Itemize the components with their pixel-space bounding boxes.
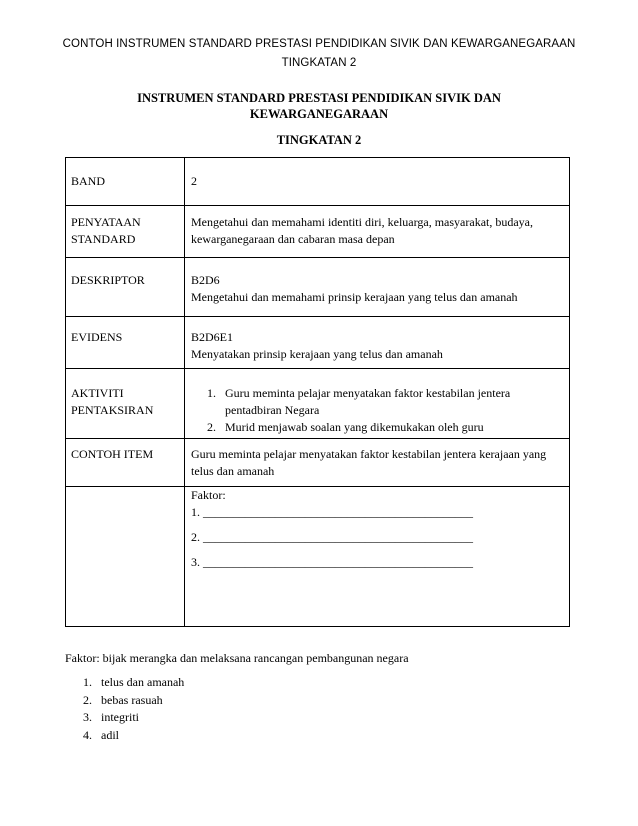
item-label: CONTOH ITEM — [66, 439, 185, 487]
activity-label-line-2: PENTAKSIRAN — [71, 403, 154, 417]
table-row-descriptor — [66, 258, 570, 317]
item-value: Guru meminta pelajar menyatakan faktor kestabilan jentera kerajaan yang telus dan amanah — [185, 439, 570, 487]
table-row-evidence — [66, 317, 570, 369]
answer-list — [65, 674, 184, 744]
answer-blank-line: 2. _____________________________________________ — [191, 530, 473, 544]
factor-heading: Faktor: — [191, 488, 226, 502]
activity-item: 2. Murid menjawab soalan yang dikemukakan oleh guru — [219, 419, 563, 436]
document-title-line-2: KEWARGANEGARAAN — [249, 107, 389, 121]
document-level: TINGKATAN 2 — [276, 133, 362, 147]
evidence-label: EVIDENS — [66, 317, 185, 369]
table-row-standard — [66, 206, 570, 258]
evidence-code: B2D6E1 — [191, 330, 233, 344]
standard-label-line-2: STANDARD — [71, 232, 136, 246]
answer-list-item: 3. integriti — [95, 709, 184, 727]
assessment-table — [65, 157, 570, 627]
evidence-text: Menyatakan prinsip kerajaan yang telus dan amanah — [191, 347, 443, 361]
activity-item: 1. Guru meminta pelajar menyatakan faktor kestabilan jentera pentadbiran Negara — [219, 385, 563, 419]
answer-space-empty-cell — [66, 487, 185, 627]
answer-blank-line: 1. _____________________________________________ — [191, 505, 473, 519]
descriptor-label: DESKRIPTOR — [66, 258, 185, 317]
page-header-line-1: CONTOH INSTRUMEN STANDARD PRESTASI PENDIDIKAN SIVIK DAN KEWARGANEGARAAN — [62, 38, 576, 50]
answer-list-item: 2. bebas rasuah — [95, 692, 184, 710]
table-row-band — [66, 158, 570, 206]
standard-value: Mengetahui dan memahami identiti diri, keluarga, masyarakat, budaya, kewarganegaraan dan cabaran masa depan — [185, 206, 570, 258]
descriptor-value — [185, 258, 570, 317]
answer-blank-line: 3. _____________________________________________ — [191, 555, 473, 569]
table-row-activity — [66, 369, 570, 439]
answer-space — [185, 487, 570, 627]
descriptor-code: B2D6 — [191, 273, 220, 287]
activity-value — [185, 369, 570, 439]
activity-list — [191, 385, 563, 436]
activity-label-line-1: AKTIVITI — [71, 386, 124, 400]
page-header-line-2: TINGKATAN 2 — [281, 57, 357, 69]
answer-list-item: 4. adil — [95, 727, 184, 745]
standard-label-line-1: PENYATAAN — [71, 215, 141, 229]
band-value: 2 — [185, 158, 570, 206]
table-row-answer-space — [66, 487, 570, 627]
answer-list-item: 1. telus dan amanah — [95, 674, 184, 692]
evidence-value — [185, 317, 570, 369]
table-row-item — [66, 439, 570, 487]
activity-label — [66, 369, 185, 439]
descriptor-text: Mengetahui dan memahami prinsip kerajaan yang telus dan amanah — [191, 290, 518, 304]
factor-answer-line: Faktor: bijak merangka dan melaksana rancangan pembangunan negara — [65, 651, 409, 665]
document-title-line-1: INSTRUMEN STANDARD PRESTASI PENDIDIKAN SIVIK DAN — [137, 91, 501, 105]
band-label: BAND — [66, 158, 185, 206]
standard-label — [66, 206, 185, 258]
